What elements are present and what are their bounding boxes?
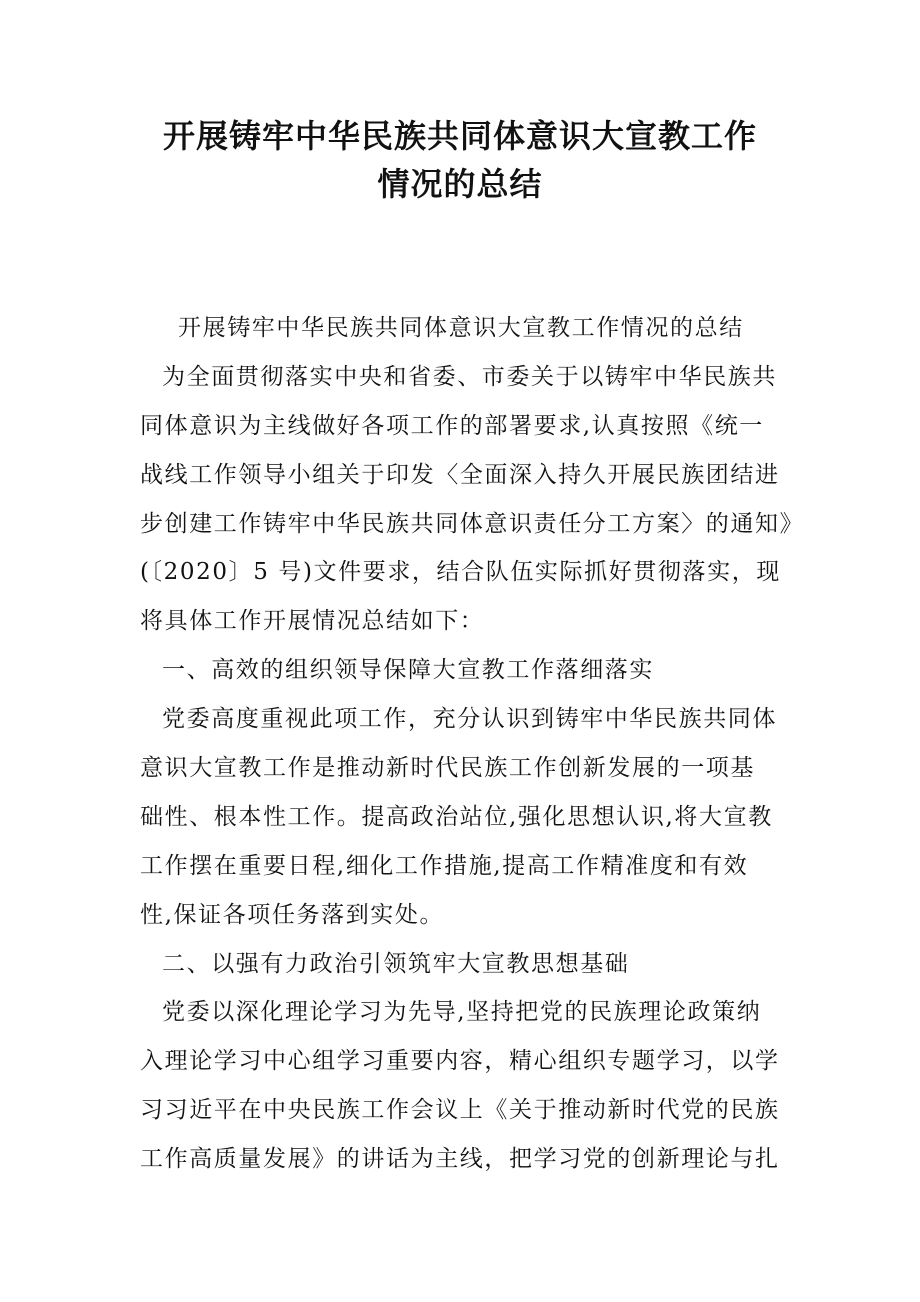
paragraph-line: 性,保证各项任务落到实处。 xyxy=(140,901,445,928)
paragraph-line: (〔2020〕5 号)文件要求，结合队伍实际抓好贯彻落实，现 xyxy=(140,559,781,586)
paragraph-line: 习习近平在中央民族工作会议上《关于推动新时代党的民族 xyxy=(140,1097,780,1124)
paragraph-line: 为全面贯彻落实中央和省委、市委关于以铸牢中华民族共 xyxy=(162,363,777,390)
body-heading-repeat: 开展铸牢中华民族共同体意识大宣教工作情况的总结 xyxy=(178,315,744,341)
paragraph-line: 入理论学习中心组学习重要内容，精心组织专题学习，以学 xyxy=(140,1048,780,1075)
paragraph-line: 础性、根本性工作。提高政治站位,强化思想认识,将大宣教 xyxy=(140,803,773,830)
paragraph-line: 战线工作领导小组关于印发〈全面深入持久开展民族团结进 xyxy=(140,461,780,488)
title-line-1: 开展铸牢中华民族共同体意识大宣教工作 xyxy=(162,117,757,155)
section-heading: 二、以强有力政治引领筑牢大宣教思想基础 xyxy=(162,950,630,977)
document-body xyxy=(140,304,805,1184)
paragraph-line: 党委以深化理论学习为先导,坚持把党的民族理论政策纳 xyxy=(162,999,762,1026)
paragraph-line: 党委高度重视此项工作，充分认识到铸牢中华民族共同体 xyxy=(162,706,777,733)
paragraph-line: 意识大宣教工作是推动新时代民族工作创新发展的一项基 xyxy=(140,755,755,782)
paragraph-line: 工作高质量发展》的讲话为主线，把学习党的创新理论与扎 xyxy=(140,1146,780,1173)
document-title xyxy=(80,112,840,208)
paragraph-line: 将具体工作开展情况总结如下： xyxy=(140,608,485,635)
paragraph-line: 工作摆在重要日程,细化工作措施,提高工作精准度和有效 xyxy=(140,852,749,879)
title-line-2: 情况的总结 xyxy=(377,165,543,203)
paragraph-line: 同体意识为主线做好各项工作的部署要求,认真按照《统一 xyxy=(140,412,764,439)
section-heading: 一、高效的组织领导保障大宣教工作落细落实 xyxy=(162,657,654,684)
paragraph-line: 步创建工作铸牢中华民族共同体意识责任分工方案〉的通知》 xyxy=(140,510,805,537)
